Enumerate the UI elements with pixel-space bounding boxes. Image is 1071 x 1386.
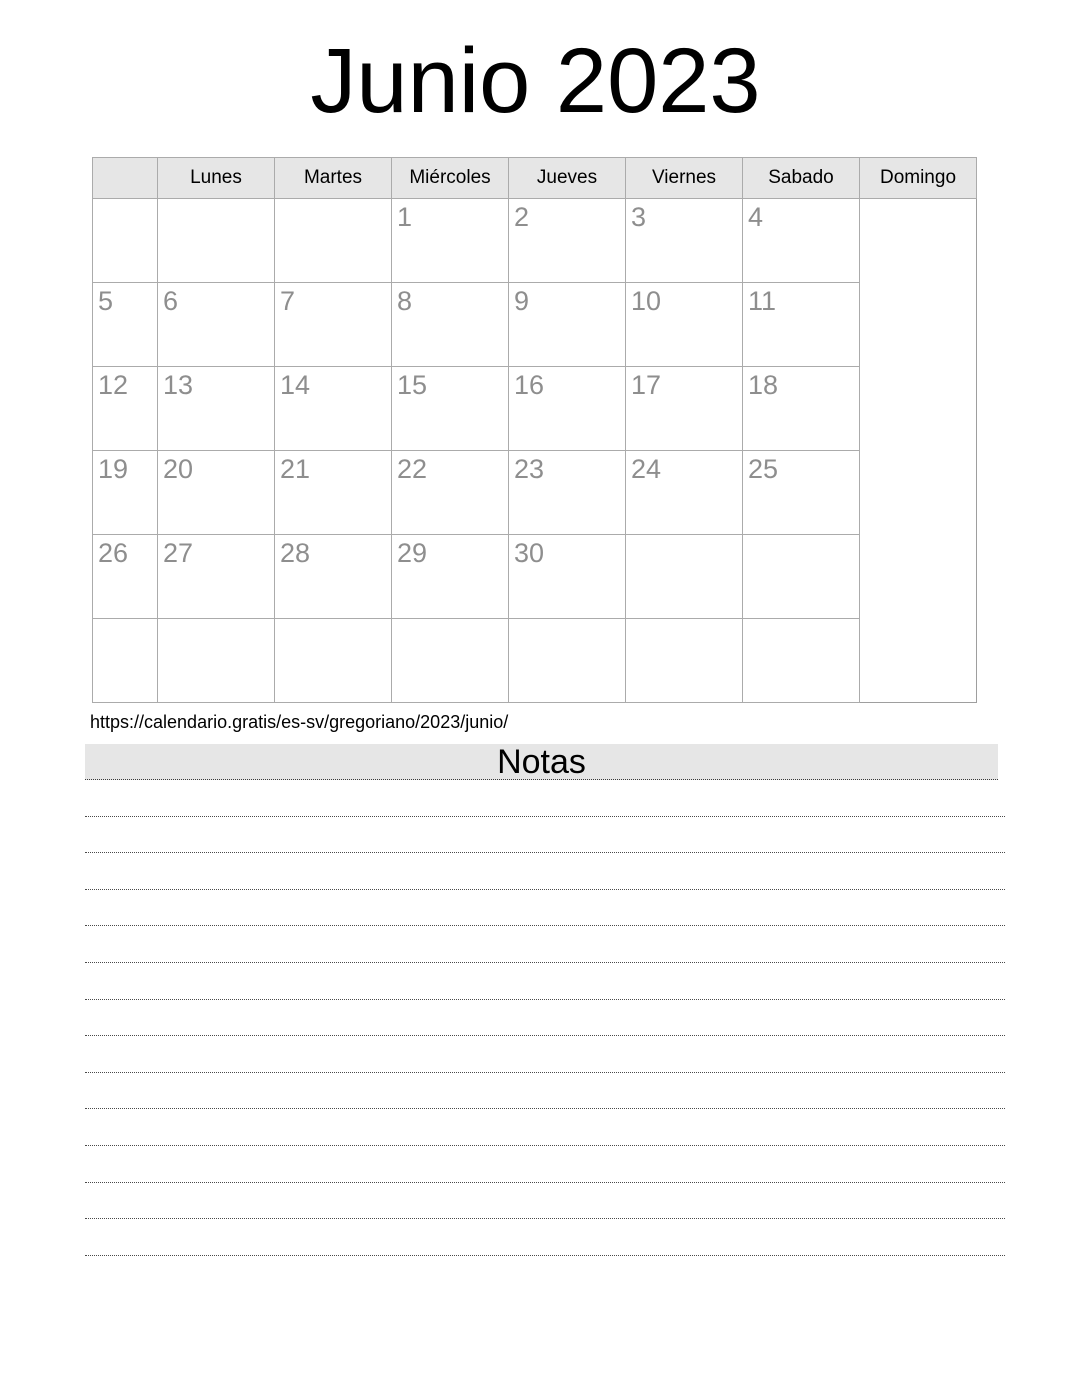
day-cell: 25 — [743, 451, 860, 535]
notes-line — [85, 853, 1005, 890]
notes-line — [85, 890, 1005, 927]
calendar-table — [92, 157, 977, 703]
week-row — [93, 619, 977, 703]
day-cell: 28 — [275, 535, 392, 619]
weekday-header-martes: Martes — [275, 158, 392, 199]
day-cell — [743, 535, 860, 619]
day-cell: 1 — [392, 199, 509, 283]
day-cell: 26 — [93, 535, 158, 619]
day-cell — [626, 619, 743, 703]
notes-line — [85, 817, 1005, 854]
day-cell: 2 — [509, 199, 626, 283]
week-row — [93, 283, 977, 367]
day-cell: 30 — [509, 535, 626, 619]
day-cell — [93, 619, 158, 703]
weekday-header-row — [93, 158, 977, 199]
day-cell: 9 — [509, 283, 626, 367]
weekday-header-domingo: Domingo — [860, 158, 977, 199]
notas-header: Notas — [85, 744, 998, 780]
day-cell: 24 — [626, 451, 743, 535]
notes-line — [85, 926, 1005, 963]
day-cell: 5 — [93, 283, 158, 367]
weekday-header-jueves: Jueves — [509, 158, 626, 199]
day-cell — [743, 619, 860, 703]
notes-line — [85, 963, 1005, 1000]
day-cell: 6 — [158, 283, 275, 367]
day-cell — [509, 619, 626, 703]
day-cell: 13 — [158, 367, 275, 451]
weekday-header-sabado: Sabado — [743, 158, 860, 199]
week-row — [93, 367, 977, 451]
day-cell — [93, 199, 158, 283]
notes-line — [85, 780, 1005, 817]
day-cell: 3 — [626, 199, 743, 283]
day-cell: 10 — [626, 283, 743, 367]
day-cell: 8 — [392, 283, 509, 367]
week-row — [93, 535, 977, 619]
day-cell: 11 — [743, 283, 860, 367]
day-cell — [275, 619, 392, 703]
day-cell — [158, 619, 275, 703]
day-cell — [392, 619, 509, 703]
day-cell: 16 — [509, 367, 626, 451]
day-cell: 7 — [275, 283, 392, 367]
day-cell — [626, 535, 743, 619]
notes-line — [85, 1109, 1005, 1146]
day-cell: 29 — [392, 535, 509, 619]
day-cell: 15 — [392, 367, 509, 451]
day-cell: 17 — [626, 367, 743, 451]
calendar-left-column — [93, 158, 158, 199]
day-cell: 21 — [275, 451, 392, 535]
notes-line — [85, 1073, 1005, 1110]
notes-area — [85, 780, 1005, 1256]
day-cell: 19 — [93, 451, 158, 535]
day-cell: 22 — [392, 451, 509, 535]
source-url: https://calendario.gratis/es-sv/gregoriano/2023/junio/ — [90, 712, 509, 732]
week-row — [93, 199, 977, 283]
week-row — [93, 451, 977, 535]
day-cell: 23 — [509, 451, 626, 535]
day-cell: 4 — [743, 199, 860, 283]
day-cell: 18 — [743, 367, 860, 451]
notes-line — [85, 1036, 1005, 1073]
day-cell — [275, 199, 392, 283]
day-cell: 20 — [158, 451, 275, 535]
page-title: Junio 2023 — [310, 30, 761, 132]
weekday-header-viernes: Viernes — [626, 158, 743, 199]
notes-line — [85, 1146, 1005, 1183]
weekday-header-miercoles: Miércoles — [392, 158, 509, 199]
notes-line — [85, 1000, 1005, 1037]
notes-line — [85, 1183, 1005, 1220]
day-cell: 27 — [158, 535, 275, 619]
day-cell — [158, 199, 275, 283]
weekday-header-lunes: Lunes — [158, 158, 275, 199]
day-cell: 14 — [275, 367, 392, 451]
day-cell: 12 — [93, 367, 158, 451]
notes-line — [85, 1219, 1005, 1256]
